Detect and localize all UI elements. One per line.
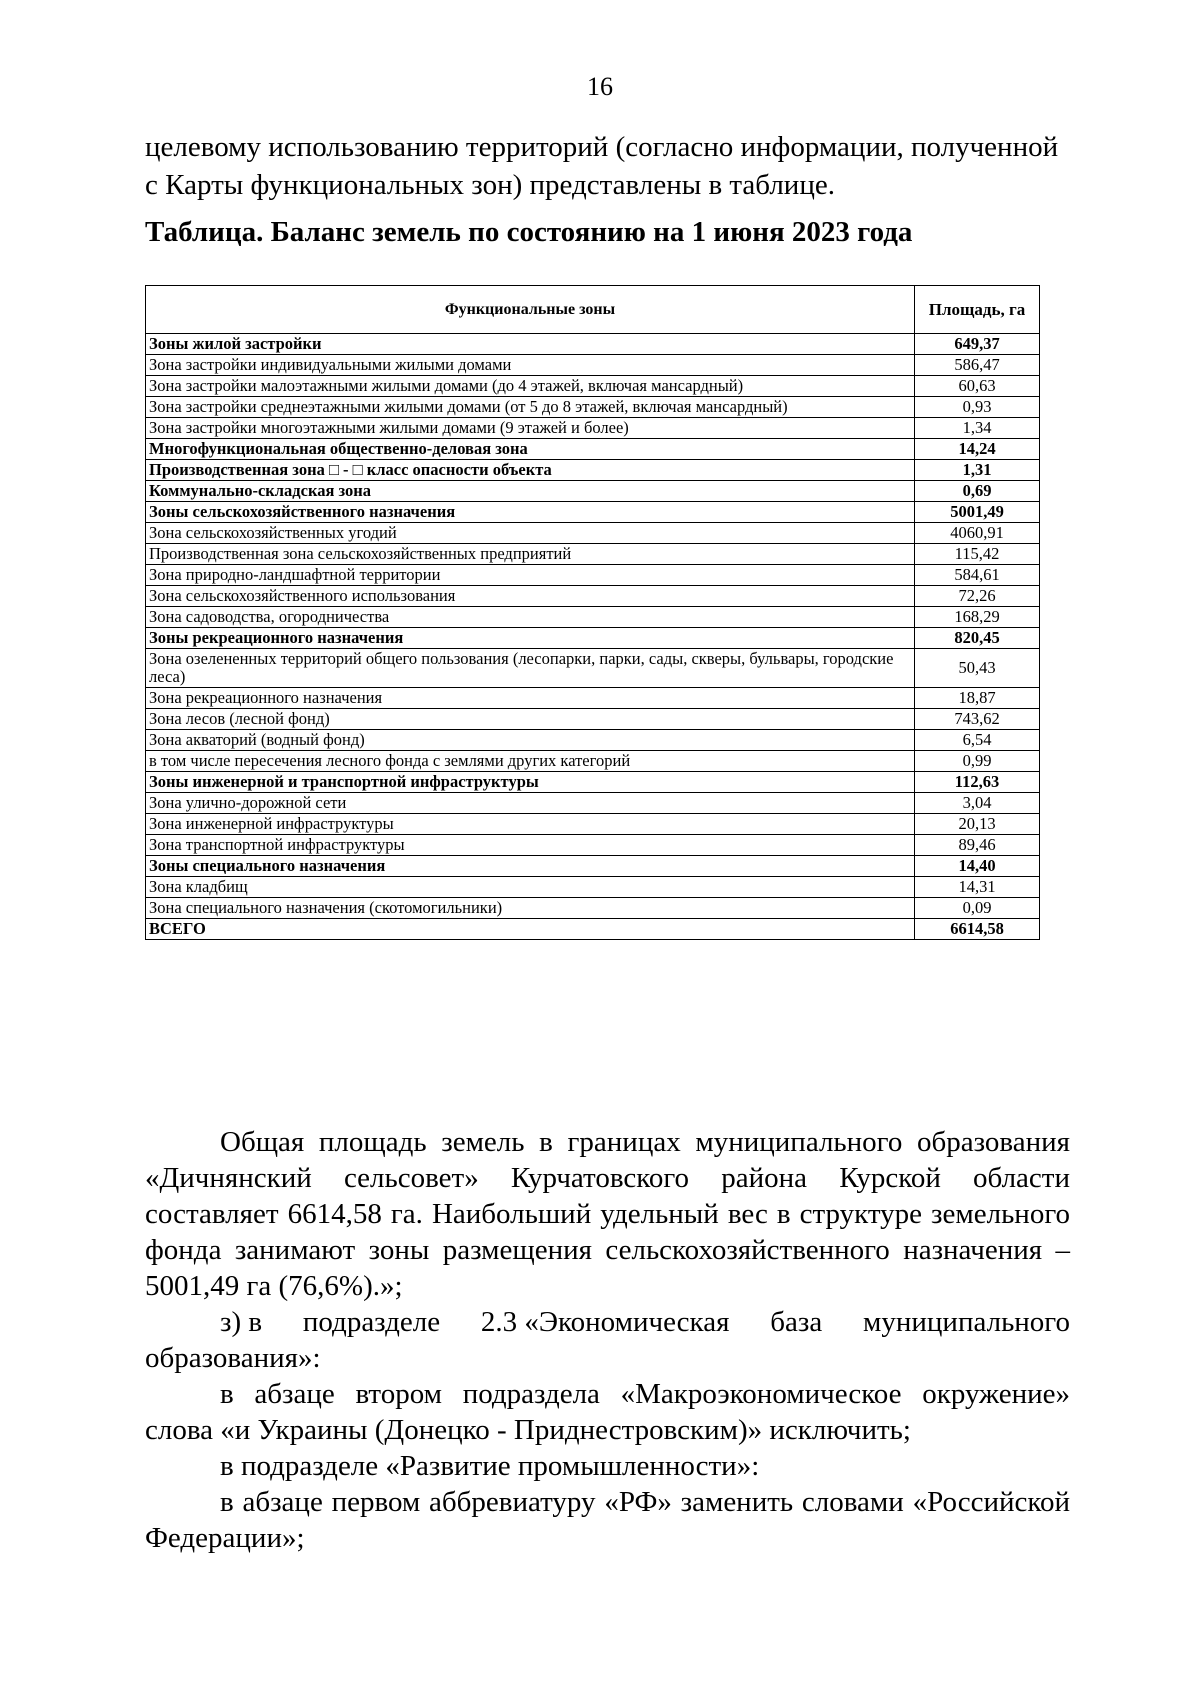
area-cell: 5001,49 [915,502,1040,523]
area-cell: 72,26 [915,586,1040,607]
table-row [146,376,1040,397]
area-cell: 18,87 [915,688,1040,709]
area-cell: 586,47 [915,355,1040,376]
zone-name-cell: Зона транспортной инфраструктуры [146,835,915,856]
table-row [146,607,1040,628]
area-cell: 0,93 [915,397,1040,418]
area-cell: 14,24 [915,439,1040,460]
zone-name-cell: Производственная зона □ - □ класс опасности объекта [146,460,915,481]
table-row [146,523,1040,544]
z-item-word: подразделе [302,1306,441,1338]
zone-name-cell: Зона озелененных территорий общего пользования (лесопарки, парки, сады, скверы, бульвары, городские леса) [146,649,915,688]
table-title: Таблица. Баланс земель по состоянию на 1 июня 2023 года [145,216,913,248]
zone-name-cell: Зона садоводства, огородничества [146,607,915,628]
table-row [146,481,1040,502]
table-row [146,814,1040,835]
table-row [146,898,1040,919]
zone-name-cell: Зона сельскохозяйственного использования [146,586,915,607]
header-zone: Функциональные зоны [146,286,915,334]
zone-name-cell: в том числе пересечения лесного фонда с землями других категорий [146,751,915,772]
paragraph-z-item-cont: образования»: [145,1342,321,1374]
area-cell: 649,37 [915,334,1040,355]
area-cell: 1,31 [915,460,1040,481]
table-row [146,730,1040,751]
table-row [146,751,1040,772]
z-item-word: 2.3 «Экономическая [480,1306,730,1338]
area-cell: 112,63 [915,772,1040,793]
zone-name-cell: Зона застройки среднеэтажными жилыми домами (от 5 до 8 этажей, включая мансардный) [146,397,915,418]
area-cell: 6614,58 [915,919,1040,940]
zone-name-cell: Зоны рекреационного назначения [146,628,915,649]
zone-name-cell: Зона акваторий (водный фонд) [146,730,915,751]
table-body [146,334,1040,940]
area-cell: 6,54 [915,730,1040,751]
table-row [146,793,1040,814]
zone-name-cell: Зона специального назначения (скотомогильники) [146,898,915,919]
table-row [146,919,1040,940]
area-cell: 743,62 [915,709,1040,730]
zone-name-cell: Зона застройки малоэтажными жилыми домами (до 4 этажей, включая мансардный) [146,376,915,397]
zone-name-cell: Производственная зона сельскохозяйственных предприятий [146,544,915,565]
area-cell: 0,99 [915,751,1040,772]
z-item-word: муниципального [863,1306,1070,1338]
area-cell: 115,42 [915,544,1040,565]
zone-name-cell: Зона инженерной инфраструктуры [146,814,915,835]
zone-name-cell: Зоны жилой застройки [146,334,915,355]
zone-name-cell: Зона природно-ландшафтной территории [146,565,915,586]
table-row [146,586,1040,607]
land-balance-table [145,285,1040,940]
table-row [146,334,1040,355]
area-cell: 1,34 [915,418,1040,439]
table-header-row [146,286,1040,334]
table-row [146,649,1040,688]
area-cell: 0,09 [915,898,1040,919]
page-number: 16 [587,72,613,101]
zone-name-cell: Многофункциональная общественно-деловая зона [146,439,915,460]
zone-name-cell: Зона улично-дорожной сети [146,793,915,814]
area-cell: 584,61 [915,565,1040,586]
area-cell: 50,43 [915,649,1040,688]
paragraph-subsection-industry: в подразделе «Развитие промышленности»: [220,1450,760,1482]
table-row [146,709,1040,730]
body-text [145,1124,1070,1556]
table-row [146,439,1040,460]
area-cell: 0,69 [915,481,1040,502]
table-row [146,877,1040,898]
table-row [146,544,1040,565]
paragraph-second: в абзаце втором подраздела «Макроэкономическое окружение» слова «и Украины (Донецко - Приднестровским)» исключить; [145,1378,1070,1446]
zone-name-cell: Зона застройки многоэтажными жилыми домами (9 этажей и более) [146,418,915,439]
area-cell: 89,46 [915,835,1040,856]
area-cell: 4060,91 [915,523,1040,544]
z-item-word: з) в [220,1306,263,1338]
area-cell: 20,13 [915,814,1040,835]
table-row [146,688,1040,709]
table-row [146,628,1040,649]
table-row [146,460,1040,481]
table-row [146,856,1040,877]
table-row [146,397,1040,418]
paragraph-first: в абзаце первом аббревиатуру «РФ» заменить словами «Российской Федерации»; [145,1486,1070,1554]
zone-name-cell: Зона застройки индивидуальными жилыми домами [146,355,915,376]
zone-name-cell: Зона кладбищ [146,877,915,898]
zone-name-cell: Зоны инженерной и транспортной инфраструктуры [146,772,915,793]
zone-name-cell: Зона рекреационного назначения [146,688,915,709]
paragraph-z-item [145,1304,1070,1340]
table-row [146,772,1040,793]
area-cell: 820,45 [915,628,1040,649]
zone-name-cell: Зона сельскохозяйственных угодий [146,523,915,544]
intro-text: целевому использованию территорий (согласно информации, полученной с Карты функциональных зон) представлены в таблице. [145,131,1059,201]
area-cell: 60,63 [915,376,1040,397]
zone-name-cell: Коммунально-складская зона [146,481,915,502]
zone-name-cell: Зоны сельскохозяйственного назначения [146,502,915,523]
area-cell: 3,04 [915,793,1040,814]
zone-name-cell: Зона лесов (лесной фонд) [146,709,915,730]
table-row [146,565,1040,586]
area-cell: 14,31 [915,877,1040,898]
table-row [146,835,1040,856]
paragraph-total-area: Общая площадь земель в границах муниципального образования «Дичнянский сельсовет» Курчатовского района Курской области составляет 6614,58 га. Наибольший удельный вес в структуре земельного фонда занимают зоны размещения сельскохозяйственного назначения – 5001,49 га (76,6%).»; [145,1126,1070,1302]
table-row [146,355,1040,376]
table-row [146,502,1040,523]
area-cell: 168,29 [915,607,1040,628]
area-cell: 14,40 [915,856,1040,877]
zone-name-cell: ВСЕГО [146,919,915,940]
z-item-word: база [770,1306,823,1338]
header-area: Площадь, га [915,286,1040,334]
zone-name-cell: Зоны специального назначения [146,856,915,877]
table-row [146,418,1040,439]
